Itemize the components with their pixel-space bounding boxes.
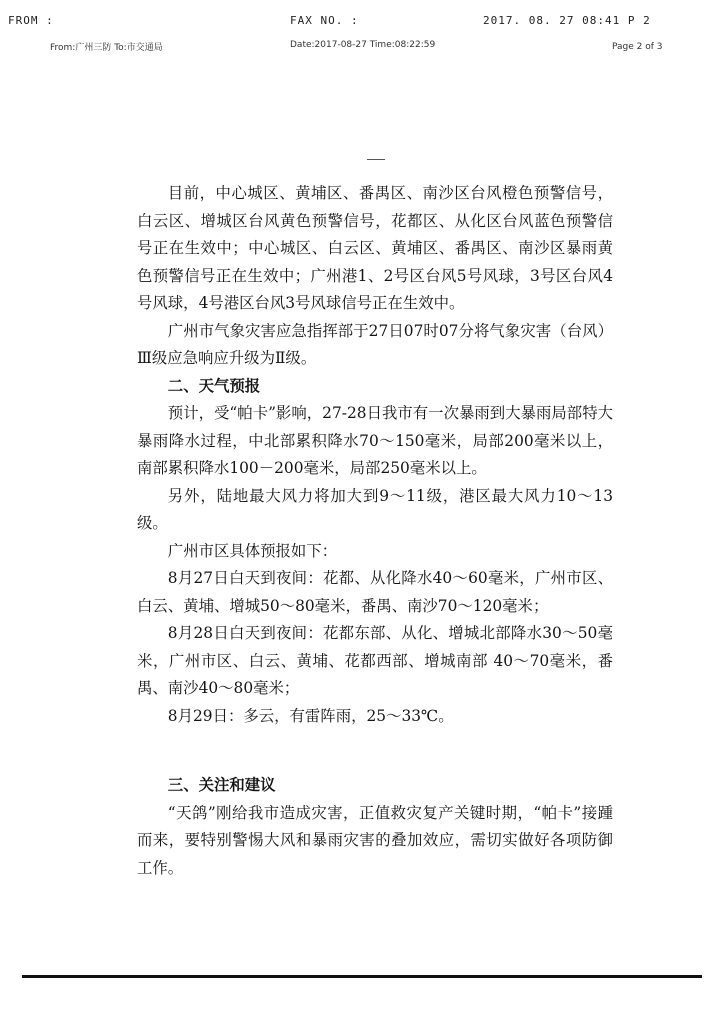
section-advice-title: 三、关注和建议: [167, 776, 276, 794]
paragraph-wind: 另外，陆地最大风力将加大到9～11级，港区最大风力10～13级。: [137, 486, 613, 532]
section-gap: [137, 730, 613, 772]
paragraph-response: 广州市气象灾害应急指挥部于27日07时07分将气象灾害（台风）Ⅲ级应急响应升级为Ⅱ级。: [137, 321, 613, 367]
document-body: [137, 180, 613, 882]
paragraph-forecast: 预计，受“帕卡”影响，27-28日我市有一次暴雨到大暴雨局部特大暴雨降水过程，中北部累积降水70～150毫米，局部200毫米以上，南部累积降水100－200毫米，局部250毫米以上。: [137, 404, 613, 477]
paragraph-aug28: 8月28日白天到夜间：花都东部、从化、增城北部降水30～50毫米，广州市区、白云、黄埔、花都西部、增城南部 40～70毫米，番禺、南沙40～80毫米；: [137, 624, 613, 697]
fax-datetime: 2017. 08. 27 08:41 P 2: [483, 14, 651, 27]
section-weather-forecast-title: 二、天气预报: [167, 376, 261, 395]
fax-number-label: FAX NO. :: [290, 14, 359, 27]
paragraph-warnings: 目前，中心城区、黄埔区、番禺区、南沙区台风橙色预警信号，白云区、增城区台风黄色预警信号，花都区、从化区台风蓝色预警信号正在生效中；中心城区、白云区、黄埔区、番禺区、南沙区暴雨黄色预警信号正在生效中；广州港1、2号区台风5号风球，3号区台风4号风球，4号港区台风3号风球信号正在生效中。: [137, 184, 613, 312]
paragraph-aug27: 8月27日白天到夜间：花都、从化降水40～60毫米，广州市区、白云、黄埔、增城50～80毫米，番禺、南沙70～120毫米；: [137, 569, 613, 615]
paragraph-city-intro: 广州市区具体预报如下：: [167, 541, 338, 560]
paragraph-advice: “天鸽”刚给我市造成灾害，正值救灾复产关键时期，“帕卡”接踵而来，要特别警惕大风和暴雨灾害的叠加效应，需切实做好各项防御工作。: [137, 803, 613, 877]
fax-page-label: Page 2 of 3: [612, 42, 663, 52]
fax-sender-line: From:广州三防 To:市交通局: [50, 43, 163, 53]
scan-speck: [367, 159, 385, 160]
fax-date-line: Date:2017-08-27 Time:08:22:59: [290, 40, 436, 50]
fax-from-label: FROM :: [8, 14, 54, 27]
bottom-rule: [22, 975, 702, 978]
paragraph-aug29: 8月29日：多云，有雷阵雨，25～33℃。: [167, 706, 454, 725]
